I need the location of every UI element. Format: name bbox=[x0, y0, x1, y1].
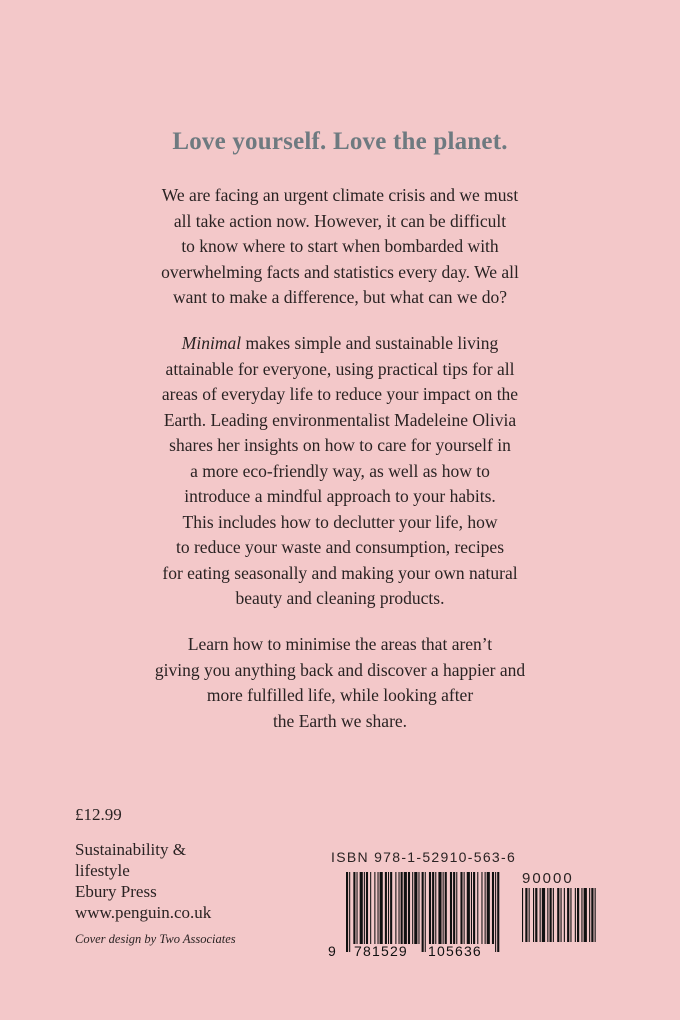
addon-bar bbox=[567, 888, 569, 942]
blurb-line bbox=[100, 331, 580, 357]
barcode-bar bbox=[366, 872, 368, 944]
publisher-website: www.penguin.co.uk bbox=[75, 903, 212, 922]
barcode-bar bbox=[467, 872, 470, 944]
addon-bar bbox=[533, 888, 534, 942]
barcode-bar bbox=[385, 872, 387, 944]
publication-info bbox=[75, 804, 211, 923]
barcode-bar bbox=[445, 872, 447, 944]
barcode-bar bbox=[390, 872, 392, 944]
addon-bar bbox=[540, 888, 541, 942]
blurb-line: giving you anything back and discover a happier and bbox=[154, 659, 526, 680]
barcode-bar bbox=[353, 872, 355, 944]
addon-bar bbox=[575, 888, 576, 942]
addon-bar bbox=[564, 888, 565, 942]
barcode-bar bbox=[432, 872, 434, 944]
addon-bar bbox=[570, 888, 571, 942]
isbn-barcode bbox=[326, 868, 506, 960]
barcode-bar bbox=[378, 872, 379, 944]
category-line-2: lifestyle bbox=[75, 861, 130, 880]
barcode-bar bbox=[404, 872, 407, 944]
blurb-line: beauty and cleaning products. bbox=[235, 588, 445, 608]
addon-bar bbox=[595, 888, 596, 942]
barcode-bar bbox=[408, 872, 410, 944]
blurb-paragraph-1 bbox=[100, 183, 580, 311]
blurb-line: the Earth we share. bbox=[272, 710, 408, 731]
addon-bar bbox=[557, 888, 559, 942]
addon-bar bbox=[577, 888, 579, 942]
blurb-line: attainable for everyone, using practical tips for all bbox=[165, 358, 515, 379]
barcode-bar bbox=[374, 872, 375, 944]
barcode-bar bbox=[435, 872, 436, 944]
barcode-bar bbox=[418, 872, 419, 944]
blurb-paragraph-2 bbox=[100, 331, 580, 612]
addon-bar bbox=[547, 888, 548, 942]
blurb-line-rest: makes simple and sustainable living bbox=[241, 333, 499, 353]
addon-bar bbox=[561, 888, 562, 942]
blurb-paragraph-3 bbox=[100, 632, 580, 734]
barcode-bar bbox=[456, 872, 457, 944]
cover-design-credit: Cover design by Two Associates bbox=[75, 932, 236, 946]
addon-bar bbox=[535, 888, 537, 942]
barcode-bar bbox=[412, 872, 413, 944]
barcode-bar bbox=[492, 872, 494, 944]
addon-bar bbox=[542, 888, 545, 942]
addon-bar bbox=[581, 888, 582, 942]
barcode-bar bbox=[360, 872, 363, 944]
barcode-bar bbox=[450, 872, 452, 944]
barcode-bar bbox=[438, 872, 441, 944]
blurb-line: for eating seasonally and making your own natural bbox=[162, 562, 518, 583]
addon-bar bbox=[522, 888, 523, 942]
addon-bar bbox=[591, 888, 593, 942]
blurb-line: to know where to start when bombarded with bbox=[181, 236, 499, 256]
blurb-line: more fulfilled life, while looking after bbox=[206, 685, 474, 705]
barcode-bar bbox=[485, 872, 486, 944]
barcode-bar bbox=[477, 872, 478, 944]
barcode-bar bbox=[401, 872, 403, 944]
addon-bar bbox=[550, 888, 552, 942]
barcode-bar bbox=[481, 872, 482, 944]
barcode-bar bbox=[495, 872, 496, 952]
blurb-line: Learn how to minimise the areas that aren’t bbox=[187, 634, 493, 654]
barcode-bar bbox=[487, 872, 490, 944]
blurb-line: Earth. Leading environmentalist Madeleine Olivia bbox=[163, 409, 517, 430]
price: £12.99 bbox=[75, 805, 122, 824]
barcode-bar bbox=[380, 872, 383, 944]
price-addon-code: 90000 bbox=[522, 870, 574, 887]
barcode-bar bbox=[422, 872, 424, 952]
price-addon-barcode bbox=[520, 888, 600, 944]
category-line-1: Sustainability & bbox=[75, 840, 186, 859]
publisher: Ebury Press bbox=[75, 882, 157, 901]
barcode-bar bbox=[399, 872, 400, 944]
barcode-digits: 9 bbox=[328, 943, 337, 959]
barcode-bar bbox=[453, 872, 455, 944]
addon-bar bbox=[529, 888, 530, 942]
barcode-bar bbox=[443, 872, 444, 944]
blurb-line: overwhelming facts and statistics every day. We all bbox=[161, 261, 519, 282]
addon-bar bbox=[584, 888, 587, 942]
barcode-digits: 781529 bbox=[354, 943, 408, 959]
barcode-bar bbox=[464, 872, 465, 944]
blurb-line: We are facing an urgent climate crisis and we must bbox=[161, 185, 519, 205]
barcode-digits: 105636 bbox=[428, 943, 482, 959]
blurb-line: areas of everyday life to reduce your impact on the bbox=[161, 384, 519, 404]
back-cover-tagline: Love yourself. Love the planet. bbox=[172, 128, 508, 155]
barcode-bar bbox=[425, 872, 426, 952]
blurb-line: This includes how to declutter your life, how bbox=[182, 511, 498, 532]
book-title: Minimal bbox=[181, 333, 242, 353]
blurb-line: all take action now. However, it can be difficult bbox=[173, 210, 507, 231]
barcode-bar bbox=[346, 872, 348, 952]
blurb-line: want to make a difference, but what can we do? bbox=[173, 287, 507, 307]
addon-bar bbox=[553, 888, 554, 942]
barcode-bar bbox=[349, 872, 350, 952]
barcode-bar bbox=[364, 872, 365, 944]
blurb-line: a more eco-friendly way, as well as how to bbox=[190, 460, 490, 481]
blurb-line: introduce a mindful approach to your habits. bbox=[184, 486, 496, 506]
barcode-bar bbox=[460, 872, 462, 944]
barcode-bar bbox=[388, 872, 389, 944]
barcode-bar bbox=[370, 872, 371, 944]
addon-bar bbox=[525, 888, 527, 942]
barcode-bar bbox=[471, 872, 472, 944]
blurb-line: to reduce your waste and consumption, recipes bbox=[175, 537, 505, 557]
barcode-bar bbox=[429, 872, 431, 944]
barcode-bar bbox=[395, 872, 396, 944]
barcode-bar bbox=[414, 872, 417, 944]
isbn-label: ISBN 978-1-52910-563-6 bbox=[331, 849, 517, 865]
addon-bar bbox=[589, 888, 590, 942]
barcode-bar bbox=[357, 872, 358, 944]
barcode-bar bbox=[497, 872, 499, 952]
barcode-bar bbox=[473, 872, 475, 944]
blurb-line: shares her insights on how to care for yourself in bbox=[169, 435, 511, 455]
